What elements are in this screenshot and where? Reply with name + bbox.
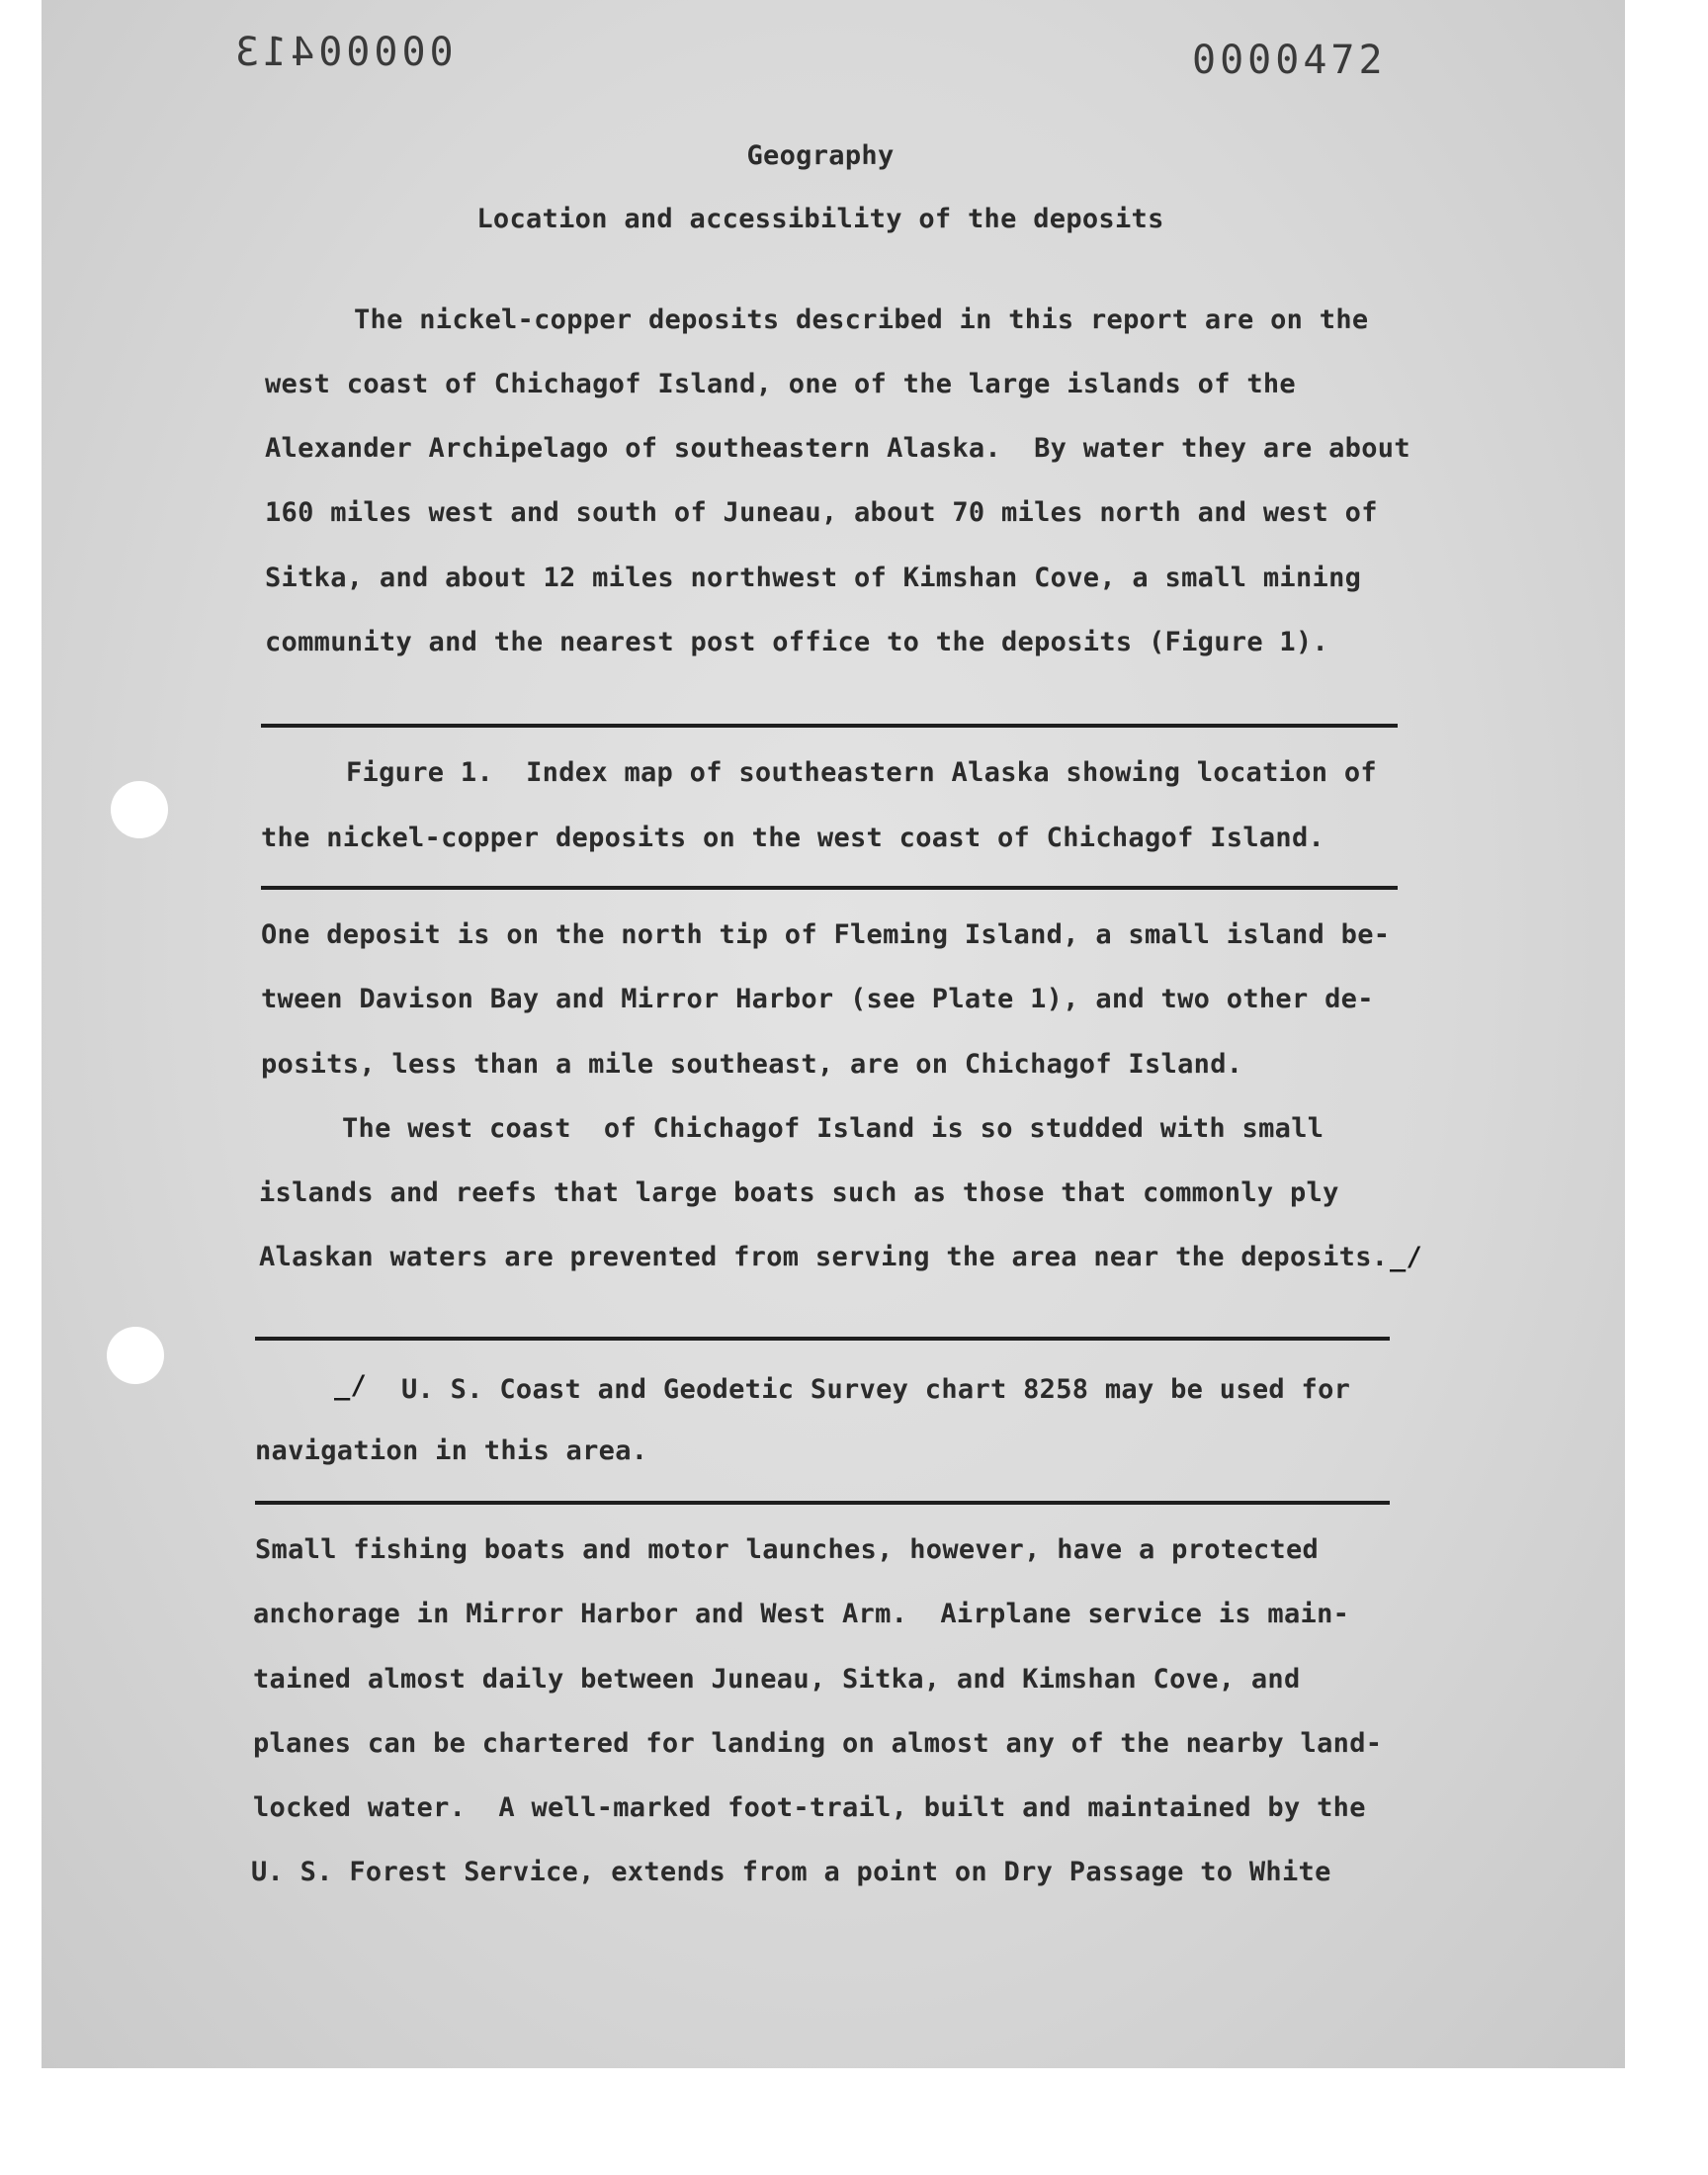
divider-rule bbox=[255, 1501, 1390, 1505]
paragraph-line: locked water. A well-marked foot-trail, built and maintained by the bbox=[253, 1792, 1366, 1823]
punch-hole-upper bbox=[111, 781, 168, 838]
paragraph-line: west coast of Chichagof Island, one of the large islands of the bbox=[265, 369, 1296, 399]
punch-hole-lower bbox=[107, 1327, 164, 1384]
section-subtitle: Location and accessibility of the deposits bbox=[476, 204, 1164, 234]
paragraph-line: The west coast of Chichagof Island is so studded with small bbox=[342, 1113, 1324, 1144]
paragraph-line: tween Davison Bay and Mirror Harbor (see Plate 1), and two other de- bbox=[261, 984, 1374, 1014]
paragraph-line: tained almost daily between Juneau, Sitka, and Kimshan Cove, and bbox=[253, 1664, 1301, 1695]
figure-caption-line: Figure 1. Index map of southeastern Alaska showing location of bbox=[346, 757, 1377, 788]
page-stamp-left: 00000413 bbox=[231, 30, 454, 75]
paragraph-line: anchorage in Mirror Harbor and West Arm. Airplane service is main- bbox=[253, 1599, 1350, 1629]
paragraph-line: posits, less than a mile southeast, are on Chichagof Island. bbox=[261, 1049, 1243, 1080]
divider-rule bbox=[261, 724, 1398, 728]
paragraph-line: The nickel-copper deposits described in this report are on the bbox=[354, 304, 1369, 335]
divider-rule bbox=[261, 886, 1398, 890]
paragraph-line: islands and reefs that large boats such as those that commonly ply bbox=[259, 1177, 1339, 1208]
footnote-mark: _/ bbox=[334, 1370, 368, 1401]
paragraph-line: planes can be chartered for landing on almost any of the nearby land- bbox=[253, 1728, 1383, 1759]
paragraph-line: One deposit is on the north tip of Fleming Island, a small island be- bbox=[261, 919, 1391, 950]
paragraph-line: Sitka, and about 12 miles northwest of Kimshan Cove, a small mining bbox=[265, 563, 1362, 593]
section-title: Geography bbox=[746, 140, 895, 171]
figure-caption-line: the nickel-copper deposits on the west coast of Chichagof Island. bbox=[261, 823, 1325, 853]
page-stamp-right: 0000472 bbox=[1192, 38, 1387, 83]
paragraph-line: Alexander Archipelago of southeastern Alaska. By water they are about bbox=[265, 433, 1410, 464]
footnote-line: U. S. Coast and Geodetic Survey chart 8258 may be used for bbox=[401, 1374, 1351, 1405]
footnote-reference-mark: _/ bbox=[1390, 1242, 1423, 1272]
divider-rule bbox=[255, 1337, 1390, 1341]
paragraph-line: 160 miles west and south of Juneau, about 70 miles north and west of bbox=[265, 497, 1378, 528]
paragraph-line: Small fishing boats and motor launches, however, have a protected bbox=[255, 1534, 1320, 1565]
paragraph-line: community and the nearest post office to the deposits (Figure 1). bbox=[265, 627, 1329, 657]
paragraph-line: Alaskan waters are prevented from serving the area near the deposits. bbox=[259, 1242, 1389, 1272]
footnote-line: navigation in this area. bbox=[255, 1436, 648, 1466]
paragraph-line: U. S. Forest Service, extends from a point on Dry Passage to White bbox=[251, 1857, 1331, 1887]
